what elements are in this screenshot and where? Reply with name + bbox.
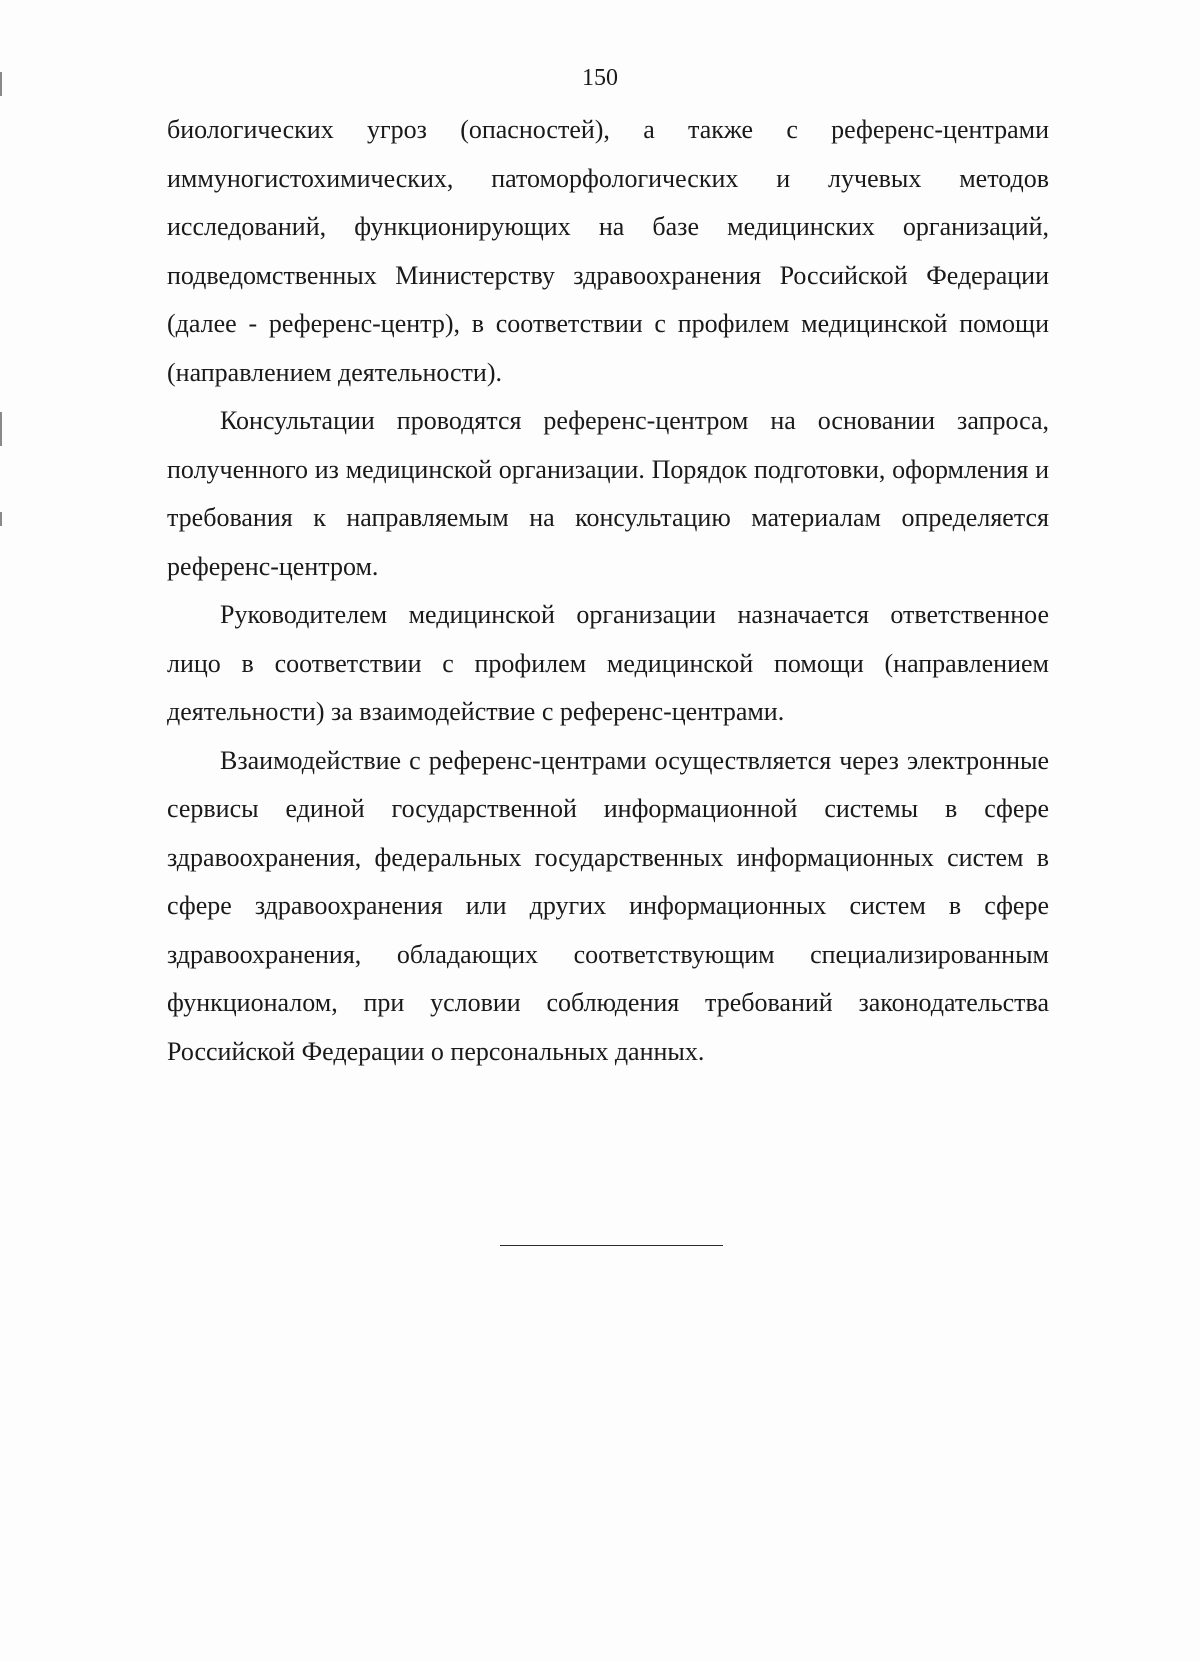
paragraph-consultations: Консультации проводятся референс-центром на основании запроса, полученного из медицинской организации. Порядок подготовки, оформления и требования к направляемым на консультацию материалам определяется референс-центром. xyxy=(167,406,1049,581)
end-of-text-rule xyxy=(500,1245,723,1246)
scan-artifact xyxy=(0,412,2,446)
paragraph-responsible-person: Руководителем медицинской организации назначается ответственное лицо в соответствии с профилем медицинской помощи (направлением деятельности) за взаимодействие с референс-центрами. xyxy=(167,600,1049,726)
paragraph-interaction: Взаимодействие с референс-центрами осуществляется через электронные сервисы единой государственной информационной системы в сфере здравоохранения, федеральных государственных информационных систем в сфере здравоохранения или других информационных систем в сфере здравоохранения, обладающих соответствующим специализированным функционалом, при условии соблюдения требований законодательства Российской Федерации о персональных данных. xyxy=(167,745,1049,1066)
scan-artifact xyxy=(0,512,2,526)
page-number: 150 xyxy=(582,65,618,91)
paragraph-continued: биологических угроз (опасностей), а также с референс-центрами иммуногистохимических, патоморфологических и лучевых методов исследований, функционирующих на базе медицинских организаций, подведомственных Министерству здравоохранения Российской Федерации (далее - референс-центр), в соответствии с профилем медицинской помощи (направлением деятельности). xyxy=(167,115,1049,387)
document-body xyxy=(167,106,1049,1076)
